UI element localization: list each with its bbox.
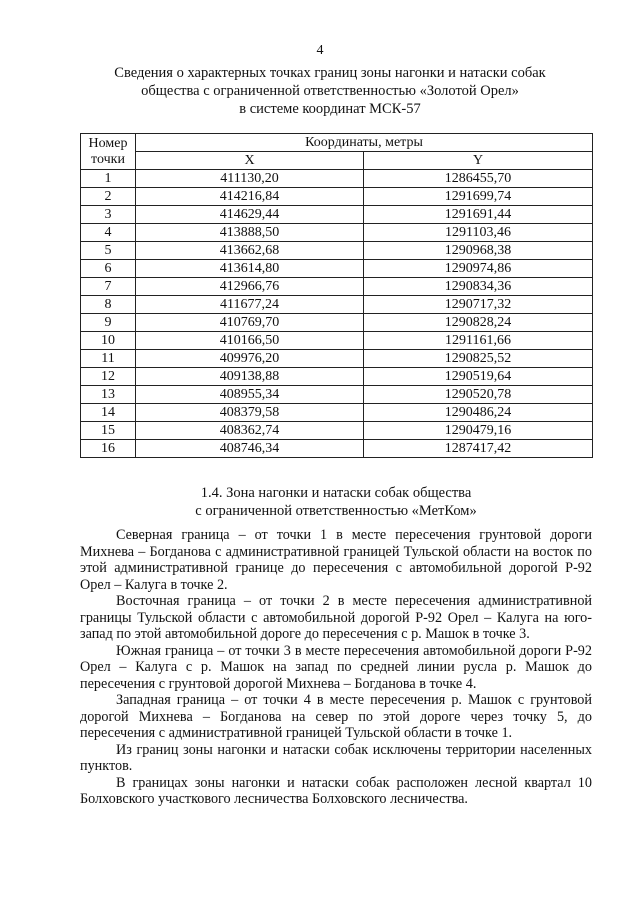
title-line-2: общества с ограниченной ответственностью «Золотой Орел» <box>141 83 519 99</box>
cell-y: 1290974,86 <box>364 260 593 278</box>
cell-point-number: 9 <box>81 314 136 332</box>
section-heading-line-1: 1.4. Зона нагонки и натаски собак общества <box>200 485 472 501</box>
coordinates-table <box>80 133 593 458</box>
table-row <box>81 368 593 386</box>
cell-point-number: 7 <box>81 278 136 296</box>
cell-x: 408955,34 <box>136 386 364 404</box>
cell-y: 1290520,78 <box>364 386 593 404</box>
cell-point-number: 13 <box>81 386 136 404</box>
paragraph: Восточная граница – от точки 2 в месте пересечения административной границы Тульской области с автомобильной дорогой Р-92 Орел – Калуга на юго-запад по этой автомобильной дороге до пересечения с р. Машок в точке 3. <box>80 593 592 642</box>
cell-x: 409976,20 <box>136 350 364 368</box>
document-title <box>60 64 600 118</box>
cell-x: 414629,44 <box>136 206 364 224</box>
cell-point-number: 6 <box>81 260 136 278</box>
cell-x: 413614,80 <box>136 260 364 278</box>
table-subheader-row <box>81 152 593 170</box>
header-y: Y <box>364 152 593 170</box>
cell-y: 1290834,36 <box>364 278 593 296</box>
table-row <box>81 278 593 296</box>
cell-y: 1290968,38 <box>364 242 593 260</box>
header-x: X <box>136 152 364 170</box>
cell-x: 408379,58 <box>136 404 364 422</box>
cell-x: 411677,24 <box>136 296 364 314</box>
paragraph: Западная граница – от точки 4 в месте пересечения р. Машок с грунтовой дорогой Михнева – Богданова на север по этой дороге через точку 5, до пересечения с административной границей Тульской области в точке 1. <box>80 692 592 741</box>
table-row <box>81 386 593 404</box>
header-point-number <box>81 134 136 170</box>
cell-x: 412966,76 <box>136 278 364 296</box>
cell-point-number: 11 <box>81 350 136 368</box>
section-heading <box>80 484 592 520</box>
cell-x: 410166,50 <box>136 332 364 350</box>
table-row <box>81 332 593 350</box>
table-row <box>81 296 593 314</box>
table-row <box>81 188 593 206</box>
table-row <box>81 404 593 422</box>
cell-point-number: 8 <box>81 296 136 314</box>
table-row <box>81 224 593 242</box>
cell-point-number: 3 <box>81 206 136 224</box>
cell-y: 1291103,46 <box>364 224 593 242</box>
table-row <box>81 260 593 278</box>
cell-y: 1290825,52 <box>364 350 593 368</box>
cell-y: 1290828,24 <box>364 314 593 332</box>
cell-y: 1286455,70 <box>364 170 593 188</box>
cell-y: 1291691,44 <box>364 206 593 224</box>
table-row <box>81 350 593 368</box>
cell-x: 410769,70 <box>136 314 364 332</box>
cell-y: 1290486,24 <box>364 404 593 422</box>
paragraph: Южная граница – от точки 3 в месте пересечения автомобильной дороги Р-92 Орел – Калуга с р. Машок на запад по средней линии русла р. Машок до пересечения с грунтовой дорогой Михнева – Богданова в точке 4. <box>80 642 592 692</box>
cell-x: 411130,20 <box>136 170 364 188</box>
cell-x: 408746,34 <box>136 440 364 458</box>
header-coordinates: Координаты, метры <box>136 134 593 152</box>
table-row <box>81 206 593 224</box>
table-row <box>81 314 593 332</box>
cell-point-number: 10 <box>81 332 136 350</box>
section-heading-line-2: с ограниченной ответственностью «МетКом» <box>195 503 477 519</box>
table-row <box>81 440 593 458</box>
cell-x: 413888,50 <box>136 224 364 242</box>
cell-point-number: 12 <box>81 368 136 386</box>
table-row <box>81 170 593 188</box>
cell-y: 1291161,66 <box>364 332 593 350</box>
cell-point-number: 2 <box>81 188 136 206</box>
cell-point-number: 15 <box>81 422 136 440</box>
table-row <box>81 422 593 440</box>
table-body <box>81 170 593 458</box>
cell-point-number: 16 <box>81 440 136 458</box>
title-line-3: в системе координат МСК-57 <box>239 101 421 117</box>
paragraph: В границах зоны нагонки и натаски собак расположен лесной квартал 10 Болховского участкового лесничества Болховского лесничества. <box>80 774 592 807</box>
table-row <box>81 242 593 260</box>
header-point-number-line-1: Номер <box>88 135 128 151</box>
paragraph: Северная граница – от точки 1 в месте пересечения грунтовой дороги Михнева – Богданова с административной границей Тульской области на восток по этой административной границе до пересечения с автомобильной дорогой Р-92 Орел – Калуга в точке 2. <box>80 527 592 593</box>
page-number: 4 <box>316 43 324 58</box>
header-point-number-line-2: точки <box>91 151 125 167</box>
cell-y: 1290717,32 <box>364 296 593 314</box>
cell-y: 1290519,64 <box>364 368 593 386</box>
paragraph: Из границ зоны нагонки и натаски собак исключены территории населенных пунктов. <box>80 741 592 774</box>
cell-x: 414216,84 <box>136 188 364 206</box>
cell-point-number: 14 <box>81 404 136 422</box>
body-text <box>80 527 592 808</box>
cell-y: 1291699,74 <box>364 188 593 206</box>
cell-x: 408362,74 <box>136 422 364 440</box>
cell-x: 409138,88 <box>136 368 364 386</box>
cell-point-number: 1 <box>81 170 136 188</box>
cell-y: 1290479,16 <box>364 422 593 440</box>
cell-y: 1287417,42 <box>364 440 593 458</box>
cell-point-number: 5 <box>81 242 136 260</box>
title-line-1: Сведения о характерных точках границ зоны нагонки и натаски собак <box>114 65 546 81</box>
cell-point-number: 4 <box>81 224 136 242</box>
cell-x: 413662,68 <box>136 242 364 260</box>
table-header-row <box>81 134 593 152</box>
